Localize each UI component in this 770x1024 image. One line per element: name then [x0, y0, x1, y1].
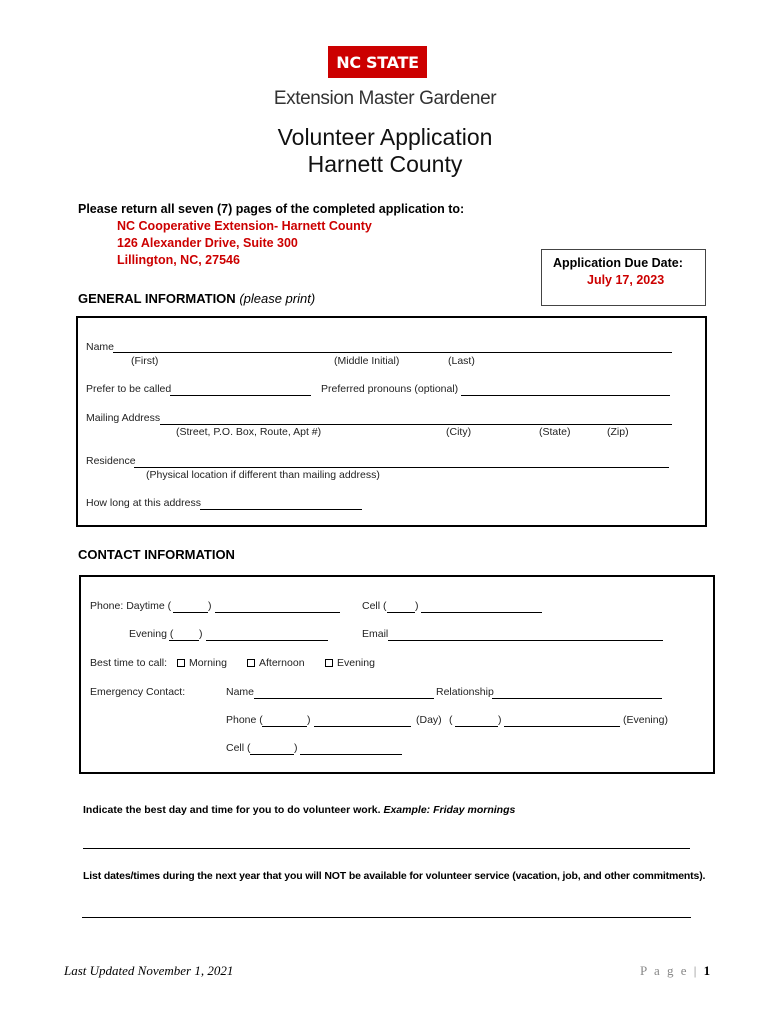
zip-caption: (Zip)	[607, 426, 629, 438]
unavailable-answer-line[interactable]	[82, 917, 691, 918]
unavailable-question: List dates/times during the next year that you will NOT be available for volunteer service (vacation, job, and other commitments).	[83, 870, 706, 882]
page-title: Volunteer Application	[277, 124, 493, 150]
prefer-field[interactable]	[170, 395, 311, 396]
program-name: Extension Master Gardener	[273, 88, 497, 109]
daytime-phone-field[interactable]	[215, 612, 340, 613]
contact-info-box	[79, 575, 715, 774]
how-long-field[interactable]	[200, 509, 362, 510]
mailing-field[interactable]	[160, 424, 672, 425]
ec-relationship-label: Relationship	[436, 686, 494, 698]
residence-field[interactable]	[134, 467, 669, 468]
contact-info-heading: CONTACT INFORMATION	[78, 547, 235, 562]
page-label: P a g e |	[640, 963, 699, 978]
email-label: Email	[362, 628, 389, 640]
return-address-line2: 126 Alexander Drive, Suite 300	[117, 236, 298, 250]
return-address-line3: Lillington, NC, 27546	[117, 253, 240, 267]
ec-day-phone-field[interactable]	[314, 726, 411, 727]
due-date-label: Application Due Date:	[553, 256, 683, 270]
general-info-box	[76, 316, 707, 527]
option-morning[interactable]	[177, 657, 227, 669]
page-number: 1	[703, 963, 711, 978]
due-date-value: July 17, 2023	[587, 273, 665, 287]
evening-option-label: Evening	[337, 657, 375, 669]
ec-cell-area-code-field[interactable]	[250, 754, 294, 755]
return-address-line1: NC Cooperative Extension- Harnett County	[117, 219, 372, 233]
ec-day-paren-close: )	[307, 714, 311, 726]
daytime-phone-label: Phone: Daytime (	[90, 600, 172, 612]
prefer-label: Prefer to be called	[86, 383, 172, 395]
availability-example: Example: Friday mornings	[383, 804, 516, 816]
ec-day-caption: (Day)	[416, 714, 442, 726]
ec-name-field[interactable]	[254, 698, 434, 699]
pronouns-field[interactable]	[461, 395, 670, 396]
cell-paren-close: )	[415, 600, 419, 612]
emergency-contact-label: Emergency Contact:	[90, 686, 186, 698]
ec-phone-label: Phone (	[226, 714, 263, 726]
evening-phone-label: Evening (	[129, 628, 174, 640]
return-instruction: Please return all seven (7) pages of the completed application to:	[78, 202, 465, 216]
name-field[interactable]	[113, 352, 672, 353]
mailing-label: Mailing Address	[86, 412, 161, 424]
availability-question	[83, 804, 515, 816]
email-field[interactable]	[388, 640, 663, 641]
evening-checkbox[interactable]	[325, 659, 333, 667]
availability-answer-line[interactable]	[83, 848, 690, 849]
page-subtitle-county: Harnett County	[307, 151, 463, 177]
street-caption: (Street, P.O. Box, Route, Apt #)	[176, 426, 322, 438]
page-indicator	[640, 963, 710, 979]
ec-day-area-code-field[interactable]	[262, 726, 307, 727]
last-caption: (Last)	[448, 355, 475, 367]
city-caption: (City)	[446, 426, 472, 438]
residence-label: Residence	[86, 455, 136, 467]
ec-name-label: Name	[226, 686, 255, 698]
morning-label: Morning	[189, 657, 227, 669]
cell-phone-field[interactable]	[421, 612, 542, 613]
ec-cell-phone-field[interactable]	[300, 754, 402, 755]
state-caption: (State)	[539, 426, 571, 438]
option-afternoon[interactable]	[247, 657, 305, 669]
last-updated: Last Updated November 1, 2021	[64, 963, 234, 978]
morning-checkbox[interactable]	[177, 659, 185, 667]
nc-state-logo: NC STATE	[328, 46, 427, 78]
residence-caption: (Physical location if different than mailing address)	[146, 469, 380, 481]
ec-evening-phone-field[interactable]	[504, 726, 620, 727]
availability-question-text: Indicate the best day and time for you to do volunteer work.	[83, 804, 381, 816]
afternoon-checkbox[interactable]	[247, 659, 255, 667]
best-time-label: Best time to call:	[90, 657, 168, 669]
ec-relationship-field[interactable]	[492, 698, 662, 699]
ec-cell-label: Cell (	[226, 742, 251, 754]
ec-evening-paren-open: (	[449, 714, 453, 726]
daytime-paren-close: )	[208, 600, 212, 612]
middle-caption: (Middle Initial)	[334, 355, 400, 367]
ec-evening-caption: (Evening)	[623, 714, 668, 726]
ec-evening-paren-close: )	[498, 714, 502, 726]
evening-paren-close: )	[199, 628, 203, 640]
ec-cell-paren-close: )	[294, 742, 298, 754]
how-long-label: How long at this address	[86, 497, 201, 509]
daytime-area-code-field[interactable]	[173, 612, 208, 613]
name-label: Name	[86, 341, 115, 353]
general-info-heading	[78, 291, 315, 306]
general-info-note: (please print)	[239, 291, 316, 306]
pronouns-label: Preferred pronouns (optional)	[321, 383, 459, 395]
evening-area-code-field[interactable]	[169, 640, 199, 641]
cell-area-code-field[interactable]	[387, 612, 415, 613]
evening-phone-field[interactable]	[206, 640, 328, 641]
first-caption: (First)	[131, 355, 159, 367]
option-evening[interactable]	[325, 657, 375, 669]
cell-label: Cell (	[362, 600, 387, 612]
ec-evening-area-code-field[interactable]	[455, 726, 498, 727]
afternoon-label: Afternoon	[259, 657, 305, 669]
general-info-heading-text: GENERAL INFORMATION	[78, 291, 236, 306]
